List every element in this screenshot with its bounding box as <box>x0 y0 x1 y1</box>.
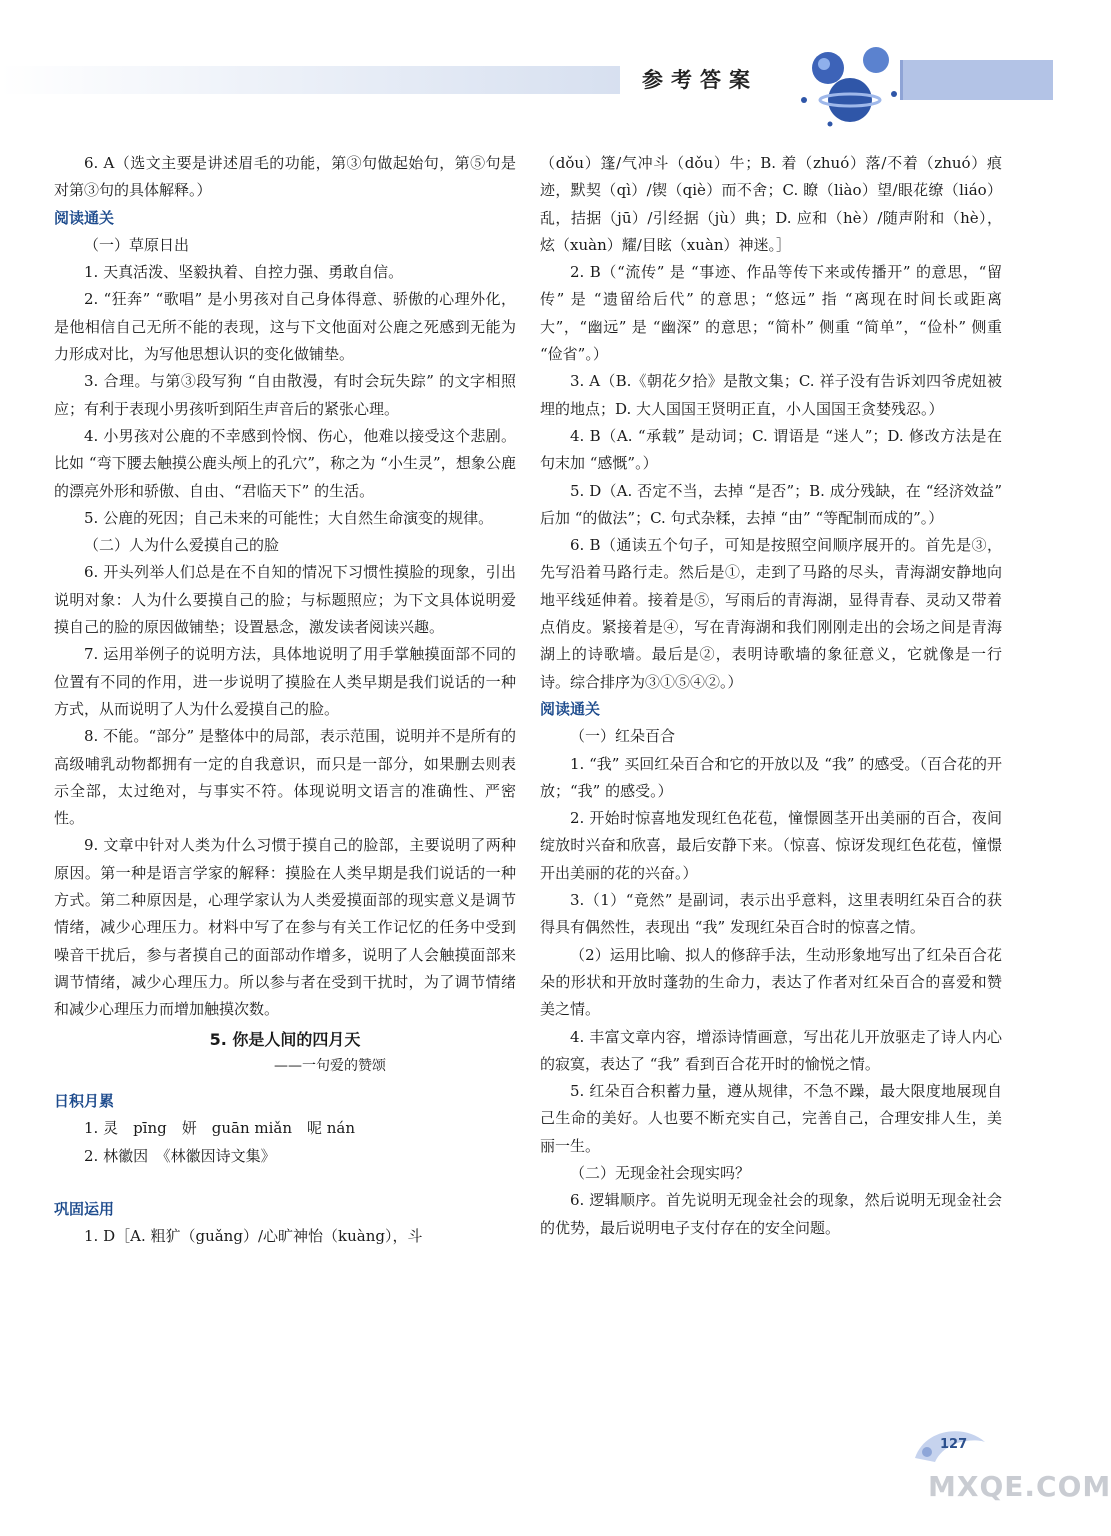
answer-item: 5. 公鹿的死因；自己未来的可能性；大自然生命演变的规律。 <box>84 508 494 527</box>
answer-item: 3.（1）“竟然” 是副词，表示出乎意料，这里表明红朵百合的获得具有偶然性，表现出 “我” 发现红朵百合时的惊喜之情。 <box>540 891 1002 937</box>
right-column <box>540 150 1002 1242</box>
answer-item: 4. B（A. “承载” 是动词；C. 谓语是 “迷人”；D. 修改方法是在句末加 “感慨”。） <box>540 426 1002 473</box>
answer-item: 1. 灵 pīng 妍 guān miǎn 呢 nán <box>84 1119 356 1138</box>
answer-item: 1. 天真活泼、坚毅执着、自控力强、勇敢自信。 <box>84 263 404 282</box>
header-color-box <box>900 60 1053 100</box>
answer-item: 6. B（通读五个句子，可知是按照空间顺序展开的。首先是③，先写沿着马路行走。然后是①，走到了马路的尽头，青海湖安静地向地平线延伸着。接着是⑤，写雨后的青海湖，显得青春、灵动又带着点俏皮。紧接着是④，写在青海湖和我们刚刚走出的会场之间是青海湖上的诗歌墙。最后是②，表明诗歌墙的象征意义，它就像是一行诗。综合排序为③①⑤④②。） <box>540 536 1002 691</box>
section-heading: 日积月累 <box>54 1092 115 1111</box>
answer-item: 7. 运用举例子的说明方法，具体地说明了用手掌触摸面部不同的位置有不同的作用，进一步说明了摸脸在人类早期是我们说话的一种方式，从而说明了人为什么爱摸自己的脸。 <box>54 645 516 718</box>
answer-item: 3. 合理。与第③段写狗 “自由散漫，有时会玩失踪” 的文字相照应；有利于表现小男孩听到陌生声音后的紧张心理。 <box>54 372 516 418</box>
chapter-title: 5. 你是人间的四月天 <box>209 1029 361 1049</box>
answer-item: 2. B（“流传” 是 “事迹、作品等传下来或传播开” 的意思，“留传” 是 “遗留给后代” 的意思；“悠远” 指 “离现在时间长或距离大”，“幽远” 是 “幽深” 的意思；“简朴” 侧重 “简单”，“俭朴” 侧重 “俭省”。） <box>540 263 1002 364</box>
header-band <box>0 66 620 94</box>
answer-item: 6. 开头列举人们总是在不自知的情况下习惯性摸脸的现象，引出说明对象：人为什么要摸自己的脸；与标题照应；为下文具体说明爱摸自己的脸的原因做铺垫；设置悬念，激发读者阅读兴趣。 <box>54 563 516 637</box>
subsection-heading: （一）红朵百合 <box>570 727 676 746</box>
answer-item: 8. 不能。“部分” 是整体中的局部，表示范围，说明并不是所有的高级哺乳动物都拥有一定的自我意识，而只是一部分，如果删去则表示全部，太过绝对，与事实不符。体现说明文语言的准确性、严密性。 <box>54 727 516 828</box>
answer-item: 6. 逻辑顺序。首先说明无现金社会的现象，然后说明无现金社会的优势，最后说明电子支付存在的安全问题。 <box>540 1191 1002 1237</box>
answer-item: 6. A（选文主要是讲述眉毛的功能，第③句做起始句，第⑤句是对第③句的具体解释。） <box>54 154 516 200</box>
answer-item: 4. 丰富文章内容，增添诗情画意，写出花儿开放驱走了诗人内心的寂寞，表达了 “我” 看到百合花开时的愉悦之情。 <box>540 1027 1002 1073</box>
chapter-subtitle: ——一句爱的赞颂 <box>274 1057 386 1074</box>
subsection-heading: （一）草原日出 <box>84 235 190 254</box>
answer-item: 2. 林徽因 《林徽因诗文集》 <box>84 1146 276 1165</box>
answer-item: 3. A（B.《朝花夕拾》是散文集；C. 祥子没有告诉刘四爷虎妞被埋的地点；D. 大人国国王贤明正直，小人国国王贪婪残忍。） <box>540 372 1002 418</box>
subsection-heading: （二）人为什么爱摸自己的脸 <box>84 536 280 555</box>
answer-item: 5. 红朵百合积蓄力量，遵从规律，不急不躁，最大限度地展现自己生命的美好。人也要不断充实自己，完善自己，合理安排人生，美丽一生。 <box>540 1082 1002 1155</box>
watermark: MXQE.COM <box>928 1470 1111 1503</box>
section-heading: 阅读通关 <box>540 699 601 718</box>
answer-item: （dǒu）篷/气冲斗（dǒu）牛；B. 着（zhuó）落/不着（zhuó）痕迹，默契（qì）/锲（qiè）而不舍；C. 瞭（liào）望/眼花缭（liáo）乱，拮据（jū）/引经据（jù）典；D. 应和（hè）/随声附和（hè），炫（xuàn）耀/目眩（xuàn）神迷。］ <box>540 154 1002 254</box>
section-heading: 巩固运用 <box>54 1199 115 1218</box>
answer-item: 5. D（A. 否定不当，去掉 “是否”；B. 成分残缺，在 “经济效益” 后加 “的做法”；C. 句式杂糅，去掉 “由” “等配制而成的”。） <box>540 481 1002 527</box>
subsection-heading: （二）无现金社会现实吗？ <box>570 1163 751 1182</box>
answer-item: 2. “狂奔” “歌唱” 是小男孩对自己身体得意、骄傲的心理外化，是他相信自己无所不能的表现，这与下文他面对公鹿之死感到无能为力形成对比，为写他思想认识的变化做铺垫。 <box>54 290 516 364</box>
planets-icon <box>790 38 910 133</box>
answer-item: 4. 小男孩对公鹿的不幸感到怜悯、伤心，他难以接受这个悲剧。比如 “弯下腰去触摸公鹿头颅上的孔穴”，称之为 “小生灵”，想象公鹿的漂亮外形和骄傲、自由、“君临天下” 的生活。 <box>54 426 516 500</box>
answer-item: 1. D［A. 粗犷（guǎng）/心旷神怡（kuàng），斗 <box>84 1227 423 1246</box>
answer-item: 2. 开始时惊喜地发现红色花苞，憧憬圆茎开出美丽的百合，夜间绽放时兴奋和欣喜，最后安静下来。（惊喜、惊讶发现红色花苞，憧憬开出美丽的花的兴奋。） <box>540 809 1002 882</box>
answer-item: 1. “我” 买回红朵百合和它的开放以及 “我” 的感受。（百合花的开放；“我” 的感受。） <box>540 754 1002 800</box>
answer-item: （2）运用比喻、拟人的修辞手法，生动形象地写出了红朵百合花朵的形状和开放时蓬勃的生命力，表达了作者对红朵百合的喜爱和赞美之情。 <box>540 945 1002 1019</box>
answer-item: 9. 文章中针对人类为什么习惯于摸自己的脸部，主要说明了两种原因。第一种是语言学家的解释：摸脸在人类早期是我们说话的一种方式。第二种原因是，心理学家认为人类爱摸面部的现实意义是调节情绪，减少心理压力。材料中写了在参与有关工作记忆的任务中受到噪音干扰后，参与者摸自己的面部动作增多，说明了人会触摸面部来调节情绪，减少心理压力。所以参与者在受到干扰时，为了调节情绪和减少心理压力而增加触摸次数。 <box>54 836 516 1019</box>
section-heading: 阅读通关 <box>54 208 115 227</box>
page-header-title: 参考答案 <box>642 67 758 92</box>
page-number: 127 <box>940 1437 968 1452</box>
left-column <box>54 150 516 1251</box>
